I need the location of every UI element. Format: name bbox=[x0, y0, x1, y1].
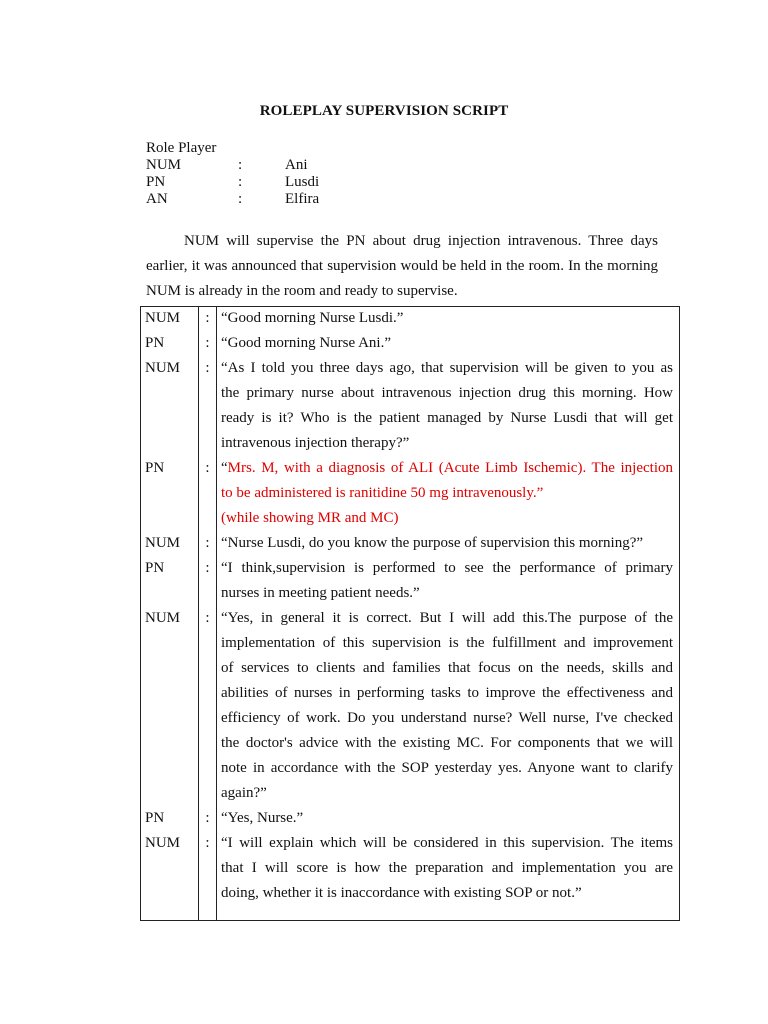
dialogue-row bbox=[141, 607, 680, 807]
dialogue-line: “Good morning Nurse Lusdi.” bbox=[221, 310, 404, 326]
dialogue-line: of services to clients and families that focus on the needs, skills and bbox=[221, 660, 673, 676]
dialogue-row bbox=[141, 457, 680, 532]
colon-cell bbox=[199, 332, 217, 357]
highlighted-text: to be administered is ranitidine 50 mg intravenously.” bbox=[221, 485, 544, 501]
dialogue-row bbox=[141, 357, 680, 457]
role-name: Ani bbox=[285, 157, 308, 173]
dialogue-line: that I will score is how the preparation and implementation you are bbox=[221, 860, 673, 876]
dialogue-line: intravenous injection therapy?” bbox=[221, 435, 410, 451]
dialogue-text-cell bbox=[217, 557, 680, 607]
dialogue-line: the doctor's advice with the existing MC. For components that we will bbox=[221, 735, 673, 751]
speaker-cell bbox=[141, 532, 199, 557]
dialogue-line: doing, whether it is inaccordance with existing SOP or not.” bbox=[221, 885, 582, 901]
dialogue-line: abilities of nurses in performing tasks to improve the effectiveness and bbox=[221, 685, 673, 701]
speaker-label: PN bbox=[145, 810, 165, 826]
dialogue-text-cell bbox=[217, 807, 680, 832]
speaker-cell bbox=[141, 332, 199, 357]
dialogue-line bbox=[221, 457, 673, 482]
colon-separator: : bbox=[205, 535, 210, 551]
role-name: Elfira bbox=[285, 191, 320, 207]
colon-cell bbox=[199, 307, 217, 333]
colon-separator: : bbox=[205, 560, 210, 576]
dialogue-line: “As I told you three days ago, that supervision will be given to you as bbox=[221, 360, 673, 376]
role-row bbox=[146, 157, 319, 174]
dialogue-text-cell bbox=[217, 307, 680, 333]
dialogue-row bbox=[141, 332, 680, 357]
colon-separator: : bbox=[205, 835, 210, 851]
dialogue-row bbox=[141, 307, 680, 333]
colon-cell bbox=[199, 807, 217, 832]
role-row bbox=[146, 191, 319, 208]
dialogue-table bbox=[140, 306, 680, 921]
dialogue-line: note in accordance with the SOP yesterday yes. Anyone want to clarify bbox=[221, 760, 673, 776]
role-label: NUM bbox=[146, 157, 182, 173]
open-quote: “ bbox=[221, 460, 228, 476]
role-name: Lusdi bbox=[285, 174, 320, 190]
dialogue-line: “I think,supervision is performed to see the performance of primary bbox=[221, 560, 673, 576]
dialogue-text-cell bbox=[217, 832, 680, 921]
colon-separator: : bbox=[205, 810, 210, 826]
speaker-cell bbox=[141, 307, 199, 333]
colon-separator: : bbox=[205, 335, 210, 351]
speaker-label: NUM bbox=[145, 310, 181, 326]
speaker-label: PN bbox=[145, 560, 165, 576]
colon-cell bbox=[199, 457, 217, 532]
role-separator: : bbox=[238, 157, 243, 173]
dialogue-line: efficiency of work. Do you understand nurse? Well nurse, I've checked bbox=[221, 710, 673, 726]
speaker-cell bbox=[141, 357, 199, 457]
dialogue-line: “Good morning Nurse Ani.” bbox=[221, 335, 391, 351]
dialogue-row bbox=[141, 807, 680, 832]
speaker-cell bbox=[141, 457, 199, 532]
dialogue-text-cell bbox=[217, 607, 680, 807]
colon-cell bbox=[199, 532, 217, 557]
dialogue-line: “I will explain which will be considered in this supervision. The items bbox=[221, 835, 673, 851]
role-label: AN bbox=[146, 191, 168, 207]
role-separator: : bbox=[238, 191, 243, 207]
dialogue-line: implementation of this supervision is the fulfillment and improvement bbox=[221, 635, 673, 651]
speaker-cell bbox=[141, 832, 199, 921]
speaker-cell bbox=[141, 607, 199, 807]
document-title: ROLEPLAY SUPERVISION SCRIPT bbox=[259, 103, 509, 119]
dialogue-text-cell bbox=[217, 457, 680, 532]
dialogue-row bbox=[141, 532, 680, 557]
speaker-cell bbox=[141, 557, 199, 607]
speaker-label: NUM bbox=[145, 360, 181, 376]
highlighted-text: Mrs. M, with a diagnosis of ALI (Acute Limb Ischemic). The injection bbox=[227, 460, 673, 476]
dialogue-line: “Nurse Lusdi, do you know the purpose of supervision this morning?” bbox=[221, 535, 644, 551]
colon-separator: : bbox=[205, 360, 210, 376]
colon-cell bbox=[199, 832, 217, 921]
speaker-label: NUM bbox=[145, 835, 181, 851]
intro-paragraph bbox=[146, 229, 658, 304]
dialogue-row bbox=[141, 832, 680, 921]
dialogue-line: again?” bbox=[221, 785, 267, 801]
speaker-label: NUM bbox=[145, 535, 181, 551]
role-separator: : bbox=[238, 174, 243, 190]
dialogue-line bbox=[221, 507, 673, 532]
colon-cell bbox=[199, 607, 217, 807]
speaker-label: NUM bbox=[145, 610, 181, 626]
speaker-cell bbox=[141, 807, 199, 832]
dialogue-row bbox=[141, 557, 680, 607]
dialogue-line bbox=[221, 482, 673, 507]
role-label: PN bbox=[146, 174, 166, 190]
colon-cell bbox=[199, 557, 217, 607]
dialogue-text-cell bbox=[217, 532, 680, 557]
colon-cell bbox=[199, 357, 217, 457]
dialogue-line: nurses in meeting patient needs.” bbox=[221, 585, 420, 601]
colon-separator: : bbox=[205, 310, 210, 326]
speaker-label: PN bbox=[145, 335, 165, 351]
dialogue-line: the primary nurse about intravenous injection drug this morning. How bbox=[221, 385, 673, 401]
colon-separator: : bbox=[205, 460, 210, 476]
intro-text: NUM will supervise the PN about drug injection intravenous. Three days earlier, it was announced that supervision would be held in the room. In the morning NUM is already in the room and ready to supervise. bbox=[146, 233, 658, 299]
dialogue-line: “Yes, Nurse.” bbox=[221, 810, 304, 826]
dialogue-line: ready is it? Who is the patient managed by Nurse Lusdi that will get bbox=[221, 410, 673, 426]
role-player-heading: Role Player bbox=[146, 140, 217, 156]
role-player-list bbox=[146, 140, 319, 208]
dialogue-text-cell bbox=[217, 357, 680, 457]
highlighted-text: (while showing MR and MC) bbox=[221, 510, 399, 526]
colon-separator: : bbox=[205, 610, 210, 626]
speaker-label: PN bbox=[145, 460, 165, 476]
dialogue-line: “Yes, in general it is correct. But I will add this.The purpose of the bbox=[221, 610, 673, 626]
role-row bbox=[146, 174, 319, 191]
dialogue-text-cell bbox=[217, 332, 680, 357]
